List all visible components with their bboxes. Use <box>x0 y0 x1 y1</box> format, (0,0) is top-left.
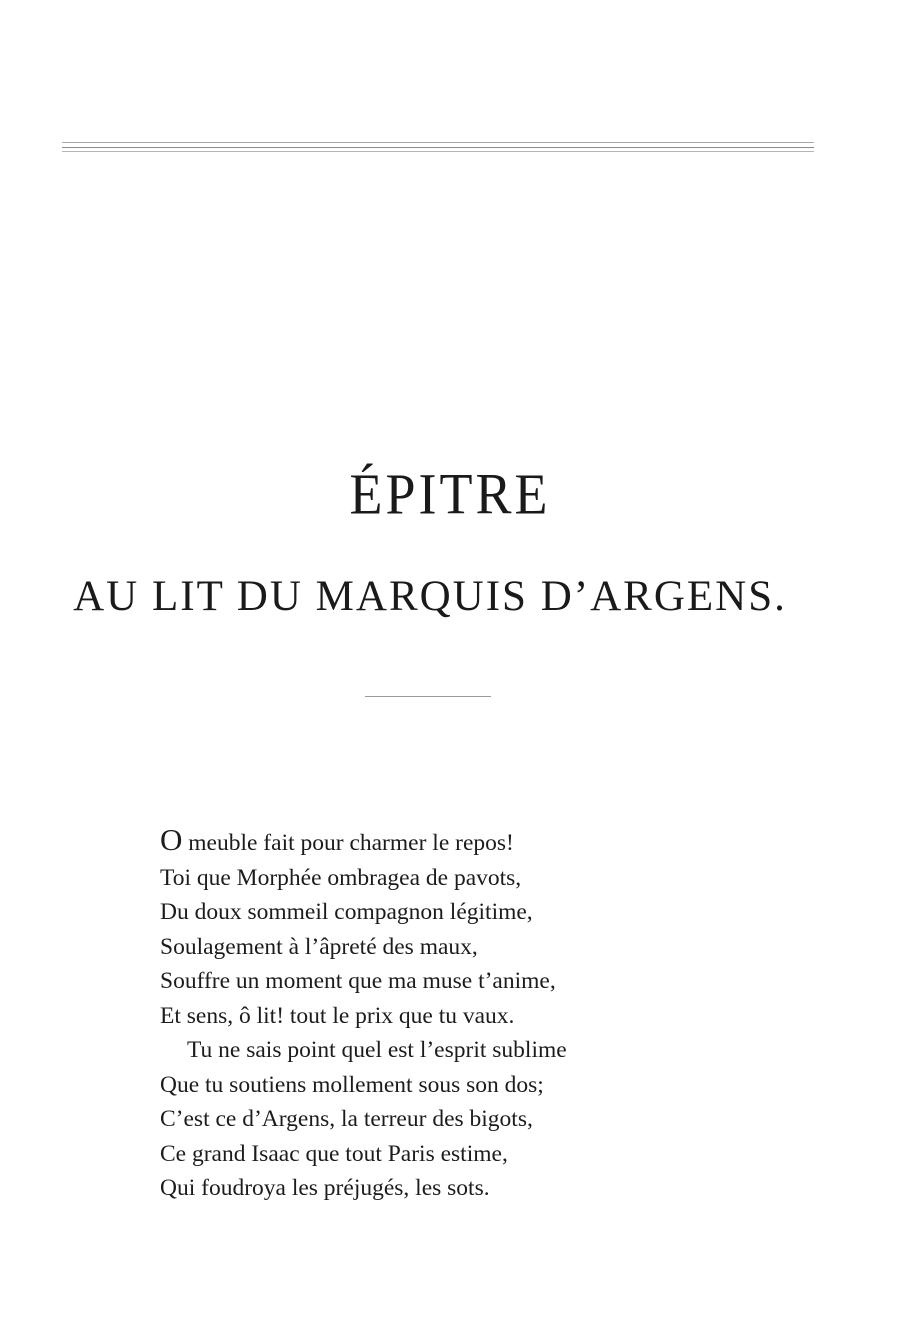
poem-line: Tu ne sais point quel est l’esprit sublime <box>187 1037 567 1063</box>
poem-text <box>160 822 720 1206</box>
rule-line <box>62 151 814 152</box>
top-ornamental-rule <box>62 140 814 154</box>
poem-line: C’est ce d’Argens, la terreur des bigots, <box>160 1106 533 1132</box>
section-divider <box>365 696 491 697</box>
page-title: ÉPITRE <box>349 461 551 527</box>
poem-line-text: meuble fait pour charmer le repos! <box>182 830 514 856</box>
page-subtitle: AU LIT DU MARQUIS D’ARGENS. <box>73 573 787 620</box>
poem-line: Et sens, ô lit! tout le prix que tu vaux. <box>160 1002 515 1029</box>
poem-line: Soulagement à l’âpreté des maux, <box>160 933 478 960</box>
poem-line: Du doux sommeil compagnon légitime, <box>160 899 533 925</box>
poem-line: Toi que Morphée ombragea de pavots, <box>160 864 522 891</box>
rule-line <box>62 147 814 148</box>
rule-line <box>62 142 814 143</box>
poem-line <box>160 822 720 861</box>
poem-line: Qui foudroya les préjugés, les sots. <box>160 1175 490 1201</box>
poem-line: Que tu soutiens mollement sous son dos; <box>160 1071 544 1098</box>
poem-line: Souffre un moment que ma muse t’anime, <box>160 968 556 994</box>
initial-letter: O <box>160 822 183 857</box>
poem-line: Ce grand Isaac que tout Paris estime, <box>160 1140 508 1167</box>
